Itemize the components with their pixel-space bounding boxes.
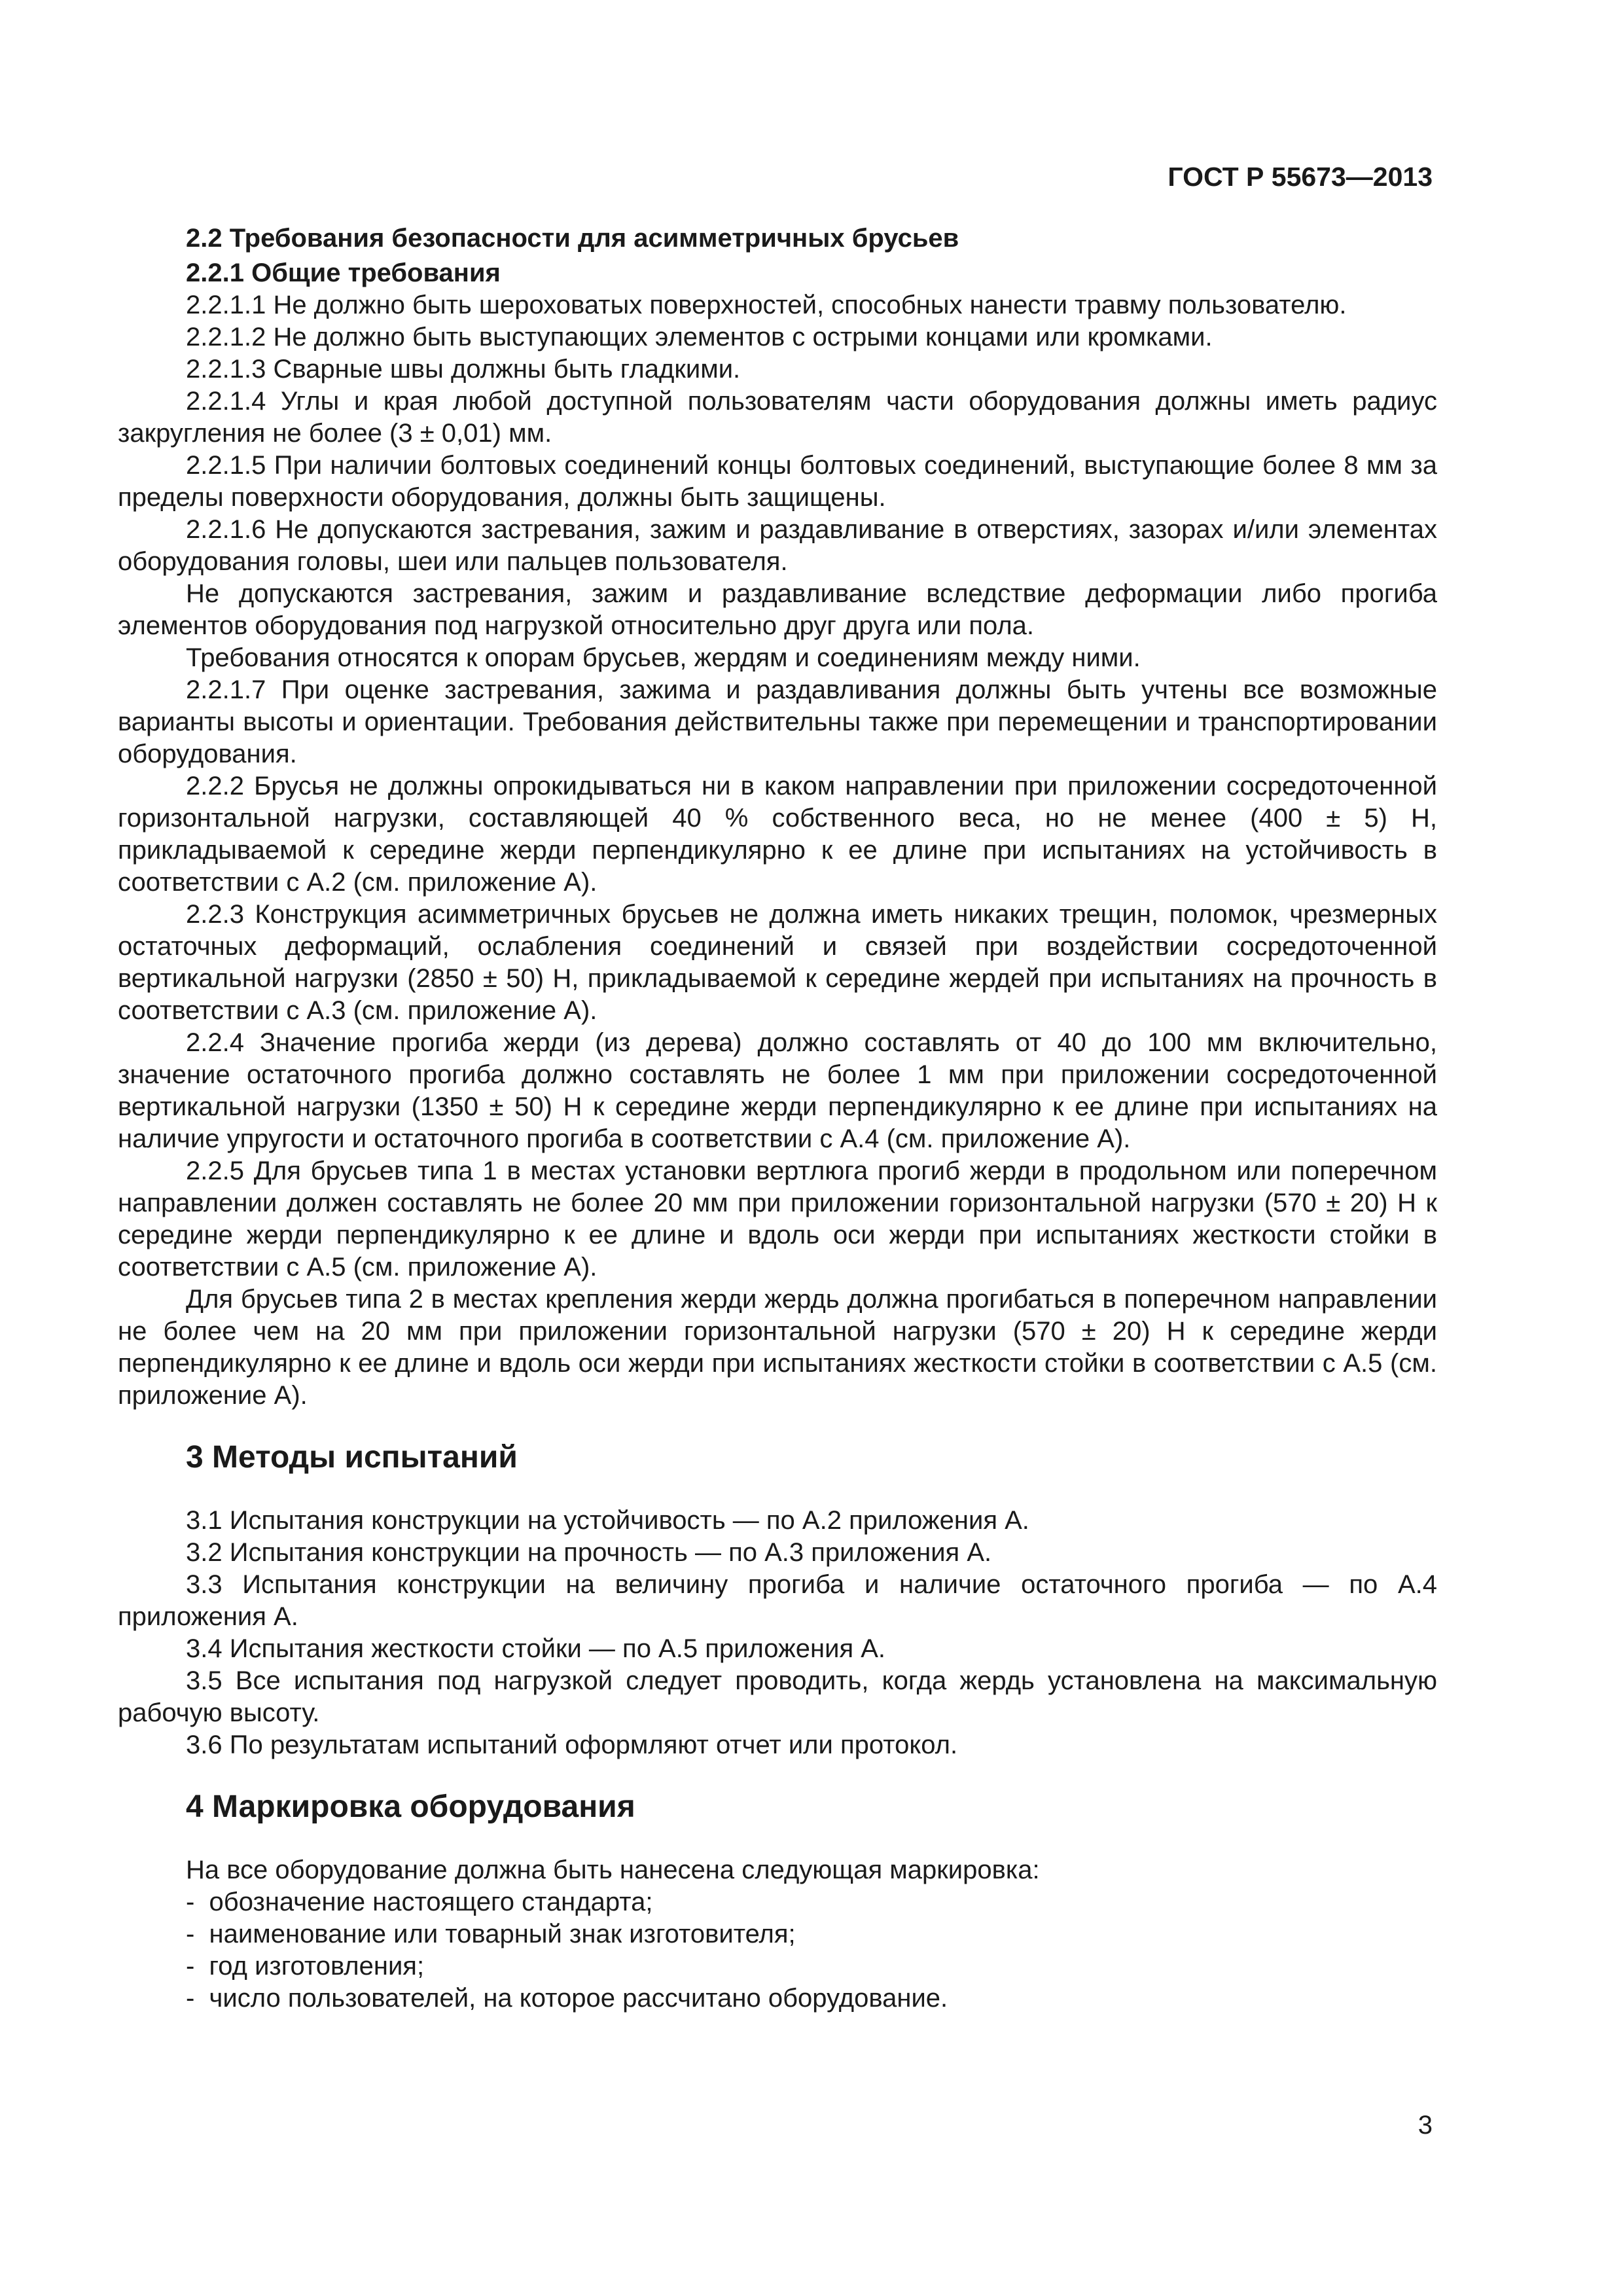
list-item: - число пользователей, на которое рассчитано оборудование.	[186, 1982, 1437, 2015]
paragraph: 2.2.1.6 Не допускаются застревания, зажим и раздавливание в отверстиях, зазорах и/или элементах оборудования головы, шеи или пальцев пользователя.	[118, 515, 1437, 576]
paragraph: 3.3 Испытания конструкции на величину прогиба и наличие остаточного прогиба — по А.4 приложения А.	[118, 1570, 1437, 1631]
paragraph: Для брусьев типа 2 в местах крепления жерди жердь должна прогибаться в поперечном направлении не более чем на 20 мм при приложении горизонтальной нагрузки (570 ± 20) Н к середине жерди перпендикулярно к ее длине и вдоль оси жерди при испытаниях жесткости стойки в соответствии с А.5 (см. приложение А).	[118, 1285, 1437, 1410]
list-item: - наименование или товарный знак изготовителя;	[186, 1918, 1437, 1950]
paragraph: 3.5 Все испытания под нагрузкой следует проводить, когда жердь установлена на максимальную рабочую высоту.	[118, 1666, 1437, 1727]
section-3-title: 3 Методы испытаний	[186, 1440, 518, 1475]
paragraph: 2.2.2 Брусья не должны опрокидываться ни в каком направлении при приложении сосредоточенной горизонтальной нагрузки, составляющей 40 % собственного веса, но не менее (400 ± 5) Н, прикладываемой к середине жерди перпендикулярно к ее длине при испытаниях на устойчивость в соответствии с А.2 (см. приложение А).	[118, 772, 1437, 897]
section-2-2-title: 2.2 Требования безопасности для асимметричных брусьев	[186, 224, 959, 253]
paragraph: 2.2.1.7 При оценке застревания, зажима и раздавливания должны быть учтены все возможные варианты высоты и ориентации. Требования действительны также при перемещении и транспортировании оборудования.	[118, 675, 1437, 768]
paragraph: Требования относятся к опорам брусьев, жердям и соединениям между ними.	[186, 643, 1141, 672]
list-item: - год изготовления;	[186, 1950, 1437, 1982]
document-id: ГОСТ Р 55673—2013	[1168, 162, 1433, 192]
paragraph: 2.2.1.1 Не должно быть шероховатых поверхностей, способных нанести травму пользователю.	[186, 291, 1347, 319]
paragraph: 2.2.5 Для брусьев типа 1 в местах установки вертлюга прогиб жерди в продольном или поперечном направлении должен составлять не более 20 мм при приложении горизонтальной нагрузки (570 ± 20) Н к середине жерди перпендикулярно к ее длине и вдоль оси жерди при испытаниях жесткости стойки в соответствии с А.5 (см. приложение А).	[118, 1157, 1437, 1282]
list-item: - обозначение настоящего стандарта;	[186, 1886, 1437, 1918]
document-body	[118, 223, 1437, 2015]
marking-list	[118, 1886, 1437, 2015]
paragraph: 2.2.1.4 Углы и края любой доступной пользователям части оборудования должны иметь радиус закругления не более (3 ± 0,01) мм.	[118, 387, 1437, 448]
paragraph: 3.4 Испытания жесткости стойки — по А.5 приложения А.	[186, 1634, 886, 1663]
paragraph: 2.2.1.5 При наличии болтовых соединений концы болтовых соединений, выступающие более 8 мм за пределы поверхности оборудования, должны быть защищены.	[118, 451, 1437, 512]
page-number: 3	[1418, 2111, 1433, 2140]
paragraph: 2.2.4 Значение прогиба жерди (из дерева) должно составлять от 40 до 100 мм включительно, значение остаточного прогиба должно составлять не более 1 мм при приложении сосредоточенной вертикальной нагрузки (1350 ± 50) Н к середине жерди перпендикулярно к ее длине при испытаниях на наличие упругости и остаточного прогиба в соответствии с А.4 (см. приложение А).	[118, 1028, 1437, 1153]
paragraph: 2.2.3 Конструкция асимметричных брусьев не должна иметь никаких трещин, поломок, чрезмерных остаточных деформаций, ослабления соединений и связей при воздействии сосредоточенной вертикальной нагрузки (2850 ± 50) Н, прикладываемой к середине жердей при испытаниях на прочность в соответствии с А.3 (см. приложение А).	[118, 900, 1437, 1025]
paragraph: На все оборудование должна быть нанесена следующая маркировка:	[186, 1856, 1040, 1884]
paragraph: 2.2.1.2 Не должно быть выступающих элементов с острыми концами или кромками.	[186, 323, 1213, 351]
paragraph: 2.2.1.3 Сварные швы должны быть гладкими.	[186, 355, 741, 384]
paragraph: 3.6 По результатам испытаний оформляют отчет или протокол.	[186, 1731, 958, 1759]
paragraph: 3.2 Испытания конструкции на прочность — по А.3 приложения А.	[186, 1538, 992, 1567]
paragraph: 3.1 Испытания конструкции на устойчивость — по А.2 приложения А.	[186, 1506, 1029, 1535]
paragraph: Не допускаются застревания, зажим и раздавливание вследствие деформации либо прогиба элементов оборудования под нагрузкой относительно друг друга или пола.	[118, 579, 1437, 640]
section-4-title: 4 Маркировка оборудования	[186, 1789, 635, 1824]
section-2-2-1-title: 2.2.1 Общие требования	[186, 259, 501, 287]
